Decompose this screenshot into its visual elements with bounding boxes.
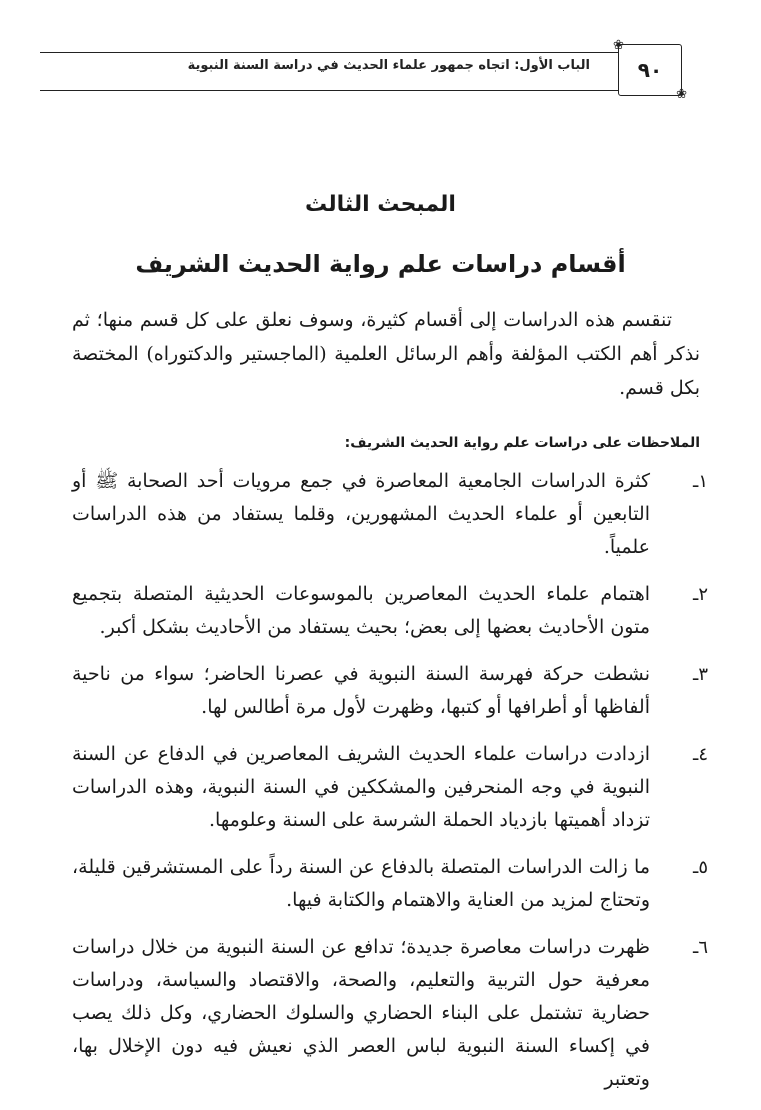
page-number-box <box>613 38 687 102</box>
note-number: ٢ـ <box>693 584 708 605</box>
page-header <box>40 38 687 102</box>
list-item <box>72 738 708 837</box>
running-title: الباب الأول: اتجاه جمهور علماء الحديث في دراسة السنة النبوية <box>187 58 590 73</box>
note-text: اهتمام علماء الحديث المعاصرين بالموسوعات الحديثية المتصلة بتجميع متون الأحاديث بعضها إلى بعض؛ بحيث يستفاد من الأحاديث بشكل أكبر. <box>72 583 650 638</box>
note-text: ازدادت دراسات علماء الحديث الشريف المعاصرين في الدفاع عن السنة النبوية في وجه المنحرفين والمشككين في السنة النبوية، وهذه الدراسات تزداد أهميتها بازدياد الحملة الشرسة على السنة وعلومها. <box>72 743 650 831</box>
list-item <box>72 465 708 564</box>
section-title: المبحث الثالث <box>305 192 456 217</box>
page-number: ٩٠ <box>637 58 663 82</box>
note-number: ٣ـ <box>693 664 708 685</box>
main-title: أقسام دراسات علم رواية الحديث الشريف <box>135 250 626 278</box>
list-item <box>72 851 708 917</box>
notes-list <box>72 465 708 1110</box>
note-number: ١ـ <box>693 471 708 492</box>
header-rule-top <box>40 52 630 53</box>
note-number: ٥ـ <box>693 857 708 878</box>
list-item <box>72 658 708 724</box>
note-text: ما زالت الدراسات المتصلة بالدفاع عن السنة رداً على المستشرقين قليلة، وتحتاج لمزيد من العناية والاهتمام والكتابة فيها. <box>72 856 650 911</box>
header-rule-bottom <box>40 90 630 91</box>
ornament-icon: ❀ <box>613 38 624 53</box>
note-number: ٦ـ <box>693 937 708 958</box>
note-text: كثرة الدراسات الجامعية المعاصرة في جمع مرويات أحد الصحابة ﷺ أو التابعين أو علماء الحديث المشهورين، وقلما يستفاد من هذه الدراسات علمياً. <box>72 470 650 558</box>
intro-paragraph <box>72 303 700 405</box>
note-text: ظهرت دراسات معاصرة جديدة؛ تدافع عن السنة النبوية من خلال دراسات معرفية حول التربية والتعليم، والصحة، والاقتصاد والسياسة، ودراسات حضارية تشتمل على البناء الحضاري والسلوك الحضاري، وكل ذلك يصب في إكساء السنة النبوية لباس العصر الذي نعيش فيه دون الإخلال بها، وتعتبر <box>72 936 650 1090</box>
list-item <box>72 931 708 1096</box>
note-text: نشطت حركة فهرسة السنة النبوية في عصرنا الحاضر؛ سواء من ناحية ألفاظها أو أطرافها أو كتبها، وظهرت لأول مرة أطالس لها. <box>72 663 650 718</box>
ornament-icon: ❀ <box>676 87 687 102</box>
note-number: ٤ـ <box>693 744 708 765</box>
notes-heading: الملاحظات على دراسات علم رواية الحديث الشريف: <box>344 435 700 451</box>
list-item <box>72 578 708 644</box>
intro-text: تنقسم هذه الدراسات إلى أقسام كثيرة، وسوف نعلق على كل قسم منها؛ ثم نذكر أهم الكتب المؤلفة وأهم الرسائل العلمية (الماجستير والدكتوراه) المختصة بكل قسم. <box>72 309 700 399</box>
